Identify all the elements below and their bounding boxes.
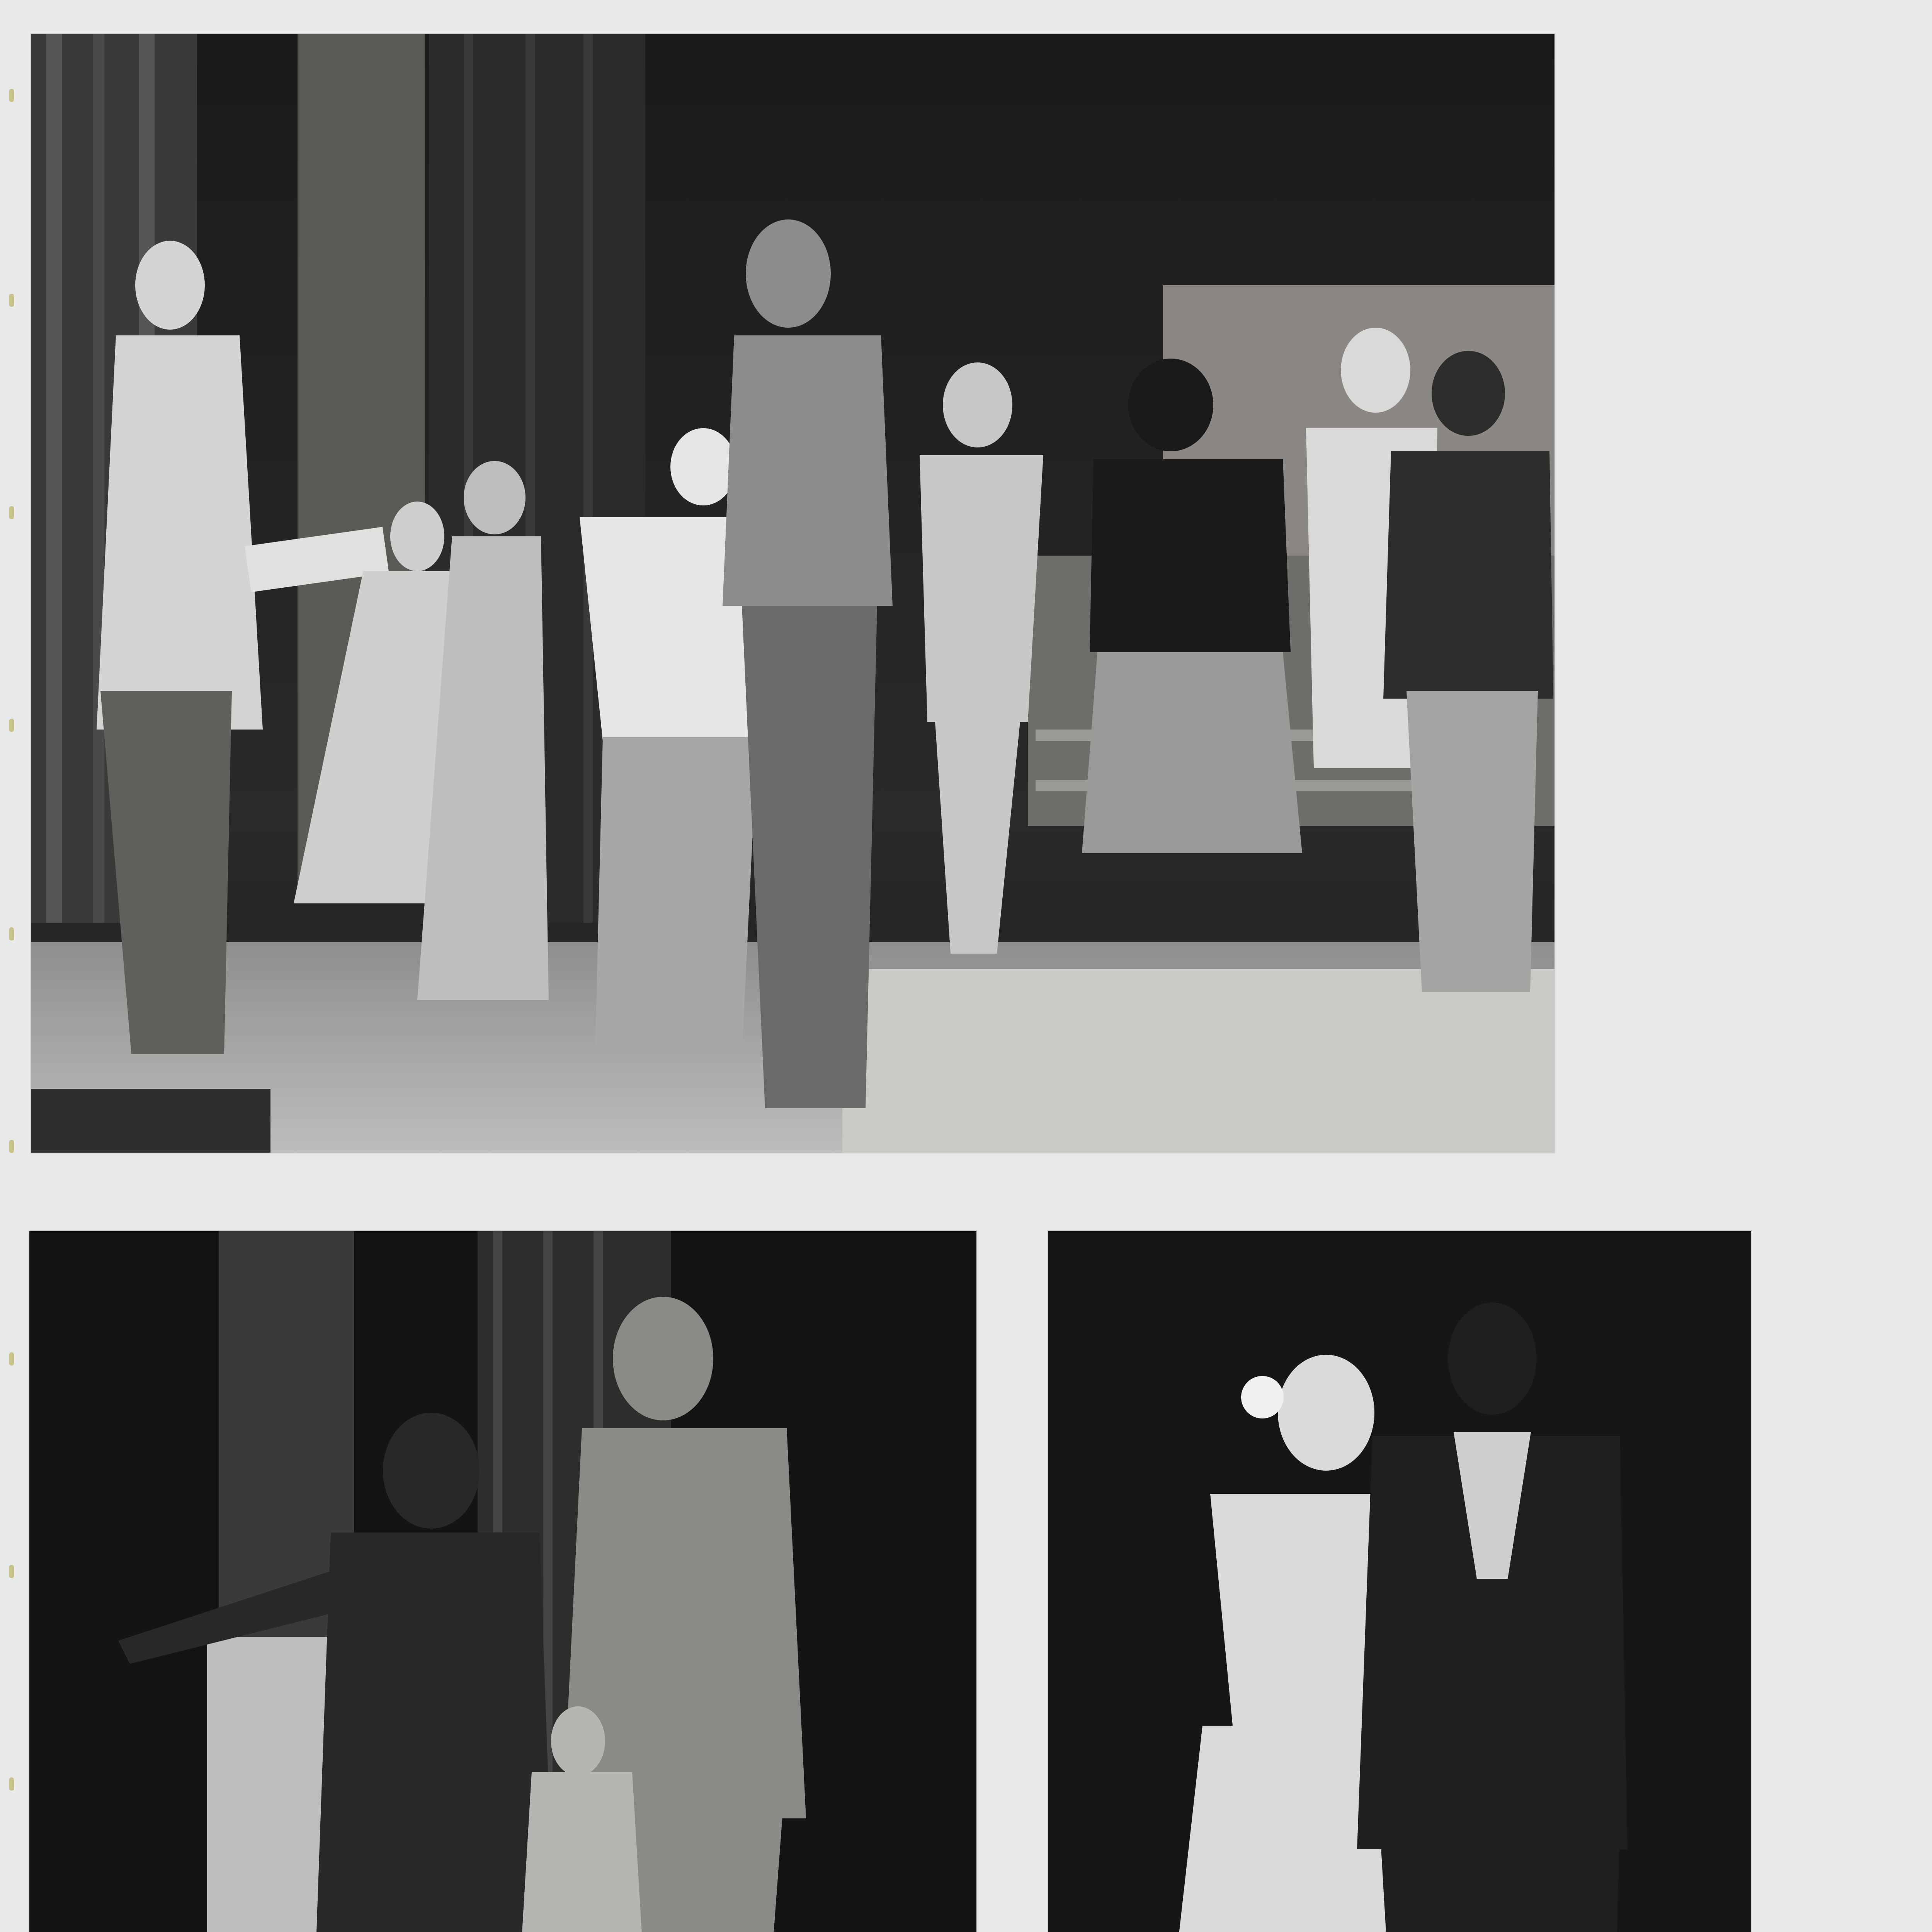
binder-mark — [9, 1352, 14, 1366]
binder-mark — [9, 719, 14, 732]
rehearsal-photo-image — [31, 34, 1554, 1153]
binder-mark — [9, 1565, 14, 1578]
duet-photo-image — [29, 1231, 976, 1932]
couple-photo-image — [1048, 1231, 1751, 1932]
binder-mark — [9, 927, 14, 940]
binder-mark — [9, 294, 14, 307]
photo-top-rehearsal — [31, 34, 1554, 1153]
binder-mark — [9, 89, 14, 102]
photo-center-left-duet — [29, 1231, 976, 1932]
binder-mark — [9, 506, 14, 519]
photo-center-right-couple — [1048, 1231, 1751, 1932]
binder-mark — [9, 1777, 14, 1791]
binder-mark — [9, 1140, 14, 1153]
